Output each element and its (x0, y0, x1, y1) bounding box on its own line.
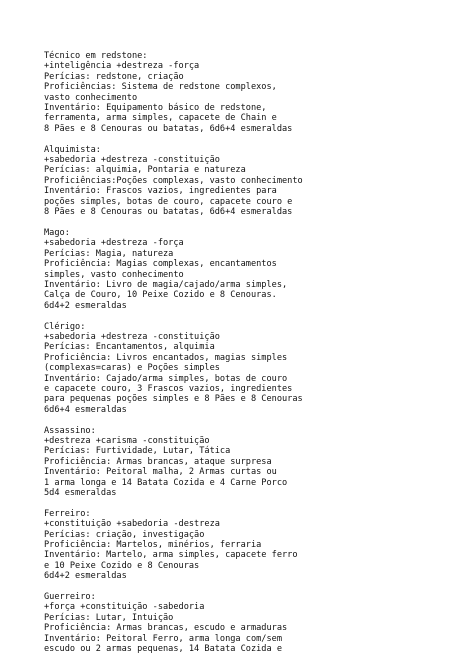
text-line: 8 Pães e 8 Cenouras ou batatas, 6d6+4 esmeraldas (44, 123, 293, 134)
text-line: simples, vasto conhecimento (44, 269, 184, 280)
text-line: Inventário: Frascos vazios, ingredientes para (44, 186, 277, 197)
text-line: Proficiência: Livros encantados, magias simples (44, 352, 288, 363)
text-line: Perícias: Lutar, Intuição (44, 612, 174, 623)
text-line: Proficiência: Martelos, minérios, ferraria (44, 540, 262, 551)
text-line: +constituição +sabedoria -destreza (44, 519, 220, 530)
text-line: +inteligência +destreza -força (44, 61, 200, 72)
text-line: 6d4+2 esmeraldas (44, 571, 127, 582)
text-line: Inventário: Cajado/arma simples, botas de couro (44, 373, 288, 384)
section-mago (44, 228, 464, 311)
text-line: Proficiências:Poções complexas, vasto conhecimento (44, 175, 303, 186)
section-guerreiro (44, 592, 464, 654)
text-line: Proficiência: Armas brancas, escudo e armaduras (44, 623, 288, 634)
text-line: 6d4+2 esmeraldas (44, 300, 127, 311)
section-clerigo (44, 322, 464, 416)
text-line: e capacete couro, 3 Frascos vazios, ingredientes (44, 383, 293, 394)
text-line: +sabedoria +destreza -constituição (44, 155, 220, 166)
text-line: +destreza +carisma -constituição (44, 435, 210, 446)
text-line: Proficiência: Magias complexas, encantamentos (44, 259, 277, 270)
text-line: Proficiência: Armas brancas, ataque surpresa (44, 456, 272, 467)
text-line: Perícias: Magia, natureza (44, 248, 174, 259)
text-line: 6d6+4 esmeraldas (44, 404, 127, 415)
text-line: Inventário: Peitoral malha, 2 Armas curtas ou (44, 467, 277, 478)
section-heading: Guerreiro: (44, 592, 96, 603)
text-line: 8 Pães e 8 Cenouras ou batatas, 6d6+4 esmeraldas (44, 207, 293, 218)
section-heading: Ferreiro: (44, 508, 91, 519)
text-line: Perícias: redstone, criação (44, 71, 184, 82)
text-line: e 10 Peixe Cozido e 8 Cenouras (44, 560, 200, 571)
section-ferreiro (44, 509, 464, 582)
text-line: Inventário: Equipamento básico de redstone, (44, 103, 267, 114)
text-line: para pequenas poções simples e 8 Pães e 8 Cenouras (44, 394, 303, 405)
text-line: Inventário: Livro de magia/cajado/arma simples, (44, 279, 288, 290)
text-line: +sabedoria +destreza -força (44, 238, 184, 249)
section-tecnico-em-redstone (44, 51, 464, 134)
section-alquimista (44, 145, 464, 218)
text-line: Calça de Couro, 10 Peixe Cozido e 8 Cenouras. (44, 290, 277, 301)
text-line: ferramenta, arma simples, capacete de Chain e (44, 113, 277, 124)
text-line: Perícias: Furtividade, Lutar, Tática (44, 446, 231, 457)
section-heading: Mago: (44, 227, 70, 238)
text-line: +força +constituição -sabedoria (44, 602, 205, 613)
section-heading: Alquimista: (44, 144, 101, 155)
section-heading: Assassino: (44, 425, 96, 436)
text-line: vasto conhecimento (44, 92, 138, 103)
text-line: Perícias: alquimia, Pontaria e natureza (44, 165, 246, 176)
text-line: 1 arma longa e 14 Batata Cozida e 4 Carne Porco (44, 477, 288, 488)
text-line: poções simples, botas de couro, capacete couro e (44, 196, 293, 207)
text-line: Perícias: criação, investigação (44, 529, 205, 540)
text-line: (complexas=caras) e Poções simples (44, 363, 220, 374)
text-line: +sabedoria +destreza -constituição (44, 331, 220, 342)
text-line: Inventário: Peitoral Ferro, arma longa com/sem (44, 633, 282, 644)
text-line: Perícias: Encantamentos, alquimia (44, 342, 215, 353)
document-body (44, 51, 464, 665)
text-line: escudo ou 2 armas pequenas, 14 Batata Cozida e (44, 644, 282, 655)
section-heading: Técnico em redstone: (44, 51, 148, 61)
section-assassino (44, 426, 464, 499)
text-line: Inventário: Martelo, arma simples, capacete ferro (44, 550, 298, 561)
text-line: Proficiências: Sistema de redstone complexos, (44, 82, 277, 93)
section-heading: Clérigo: (44, 321, 86, 332)
text-line: 5d4 esmeraldas (44, 488, 117, 498)
